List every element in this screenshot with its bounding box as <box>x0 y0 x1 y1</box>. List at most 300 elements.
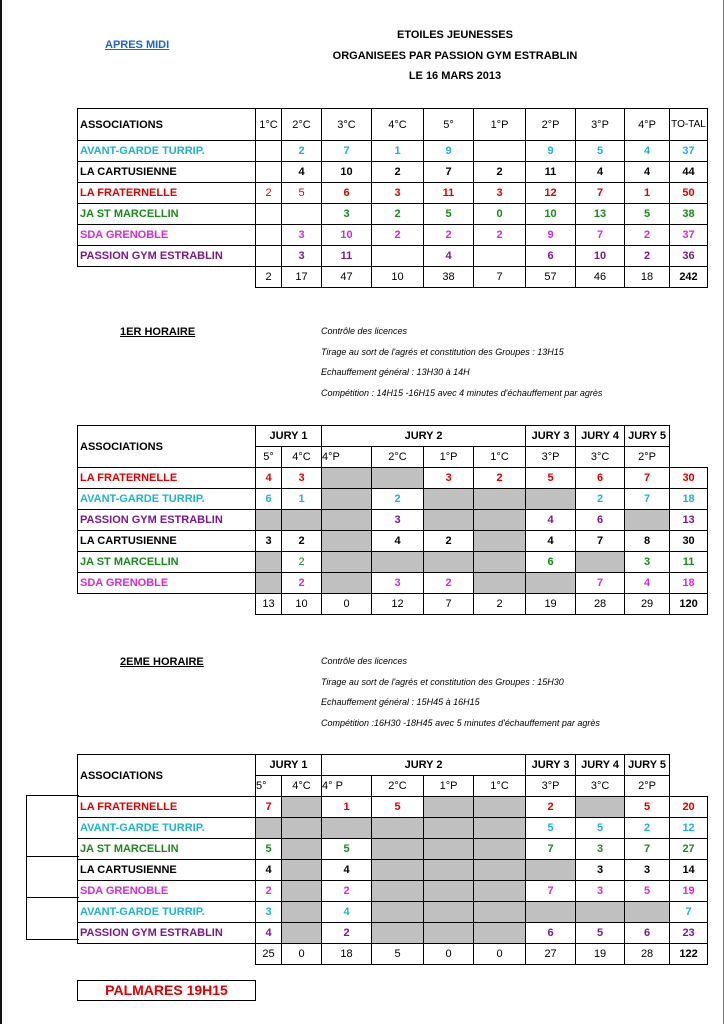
column-total: 10 <box>372 267 424 288</box>
totals-row <box>78 944 708 965</box>
column-header: 1°P <box>474 109 526 141</box>
score-cell <box>282 839 322 860</box>
score-cell: 2 <box>322 881 372 902</box>
score-cell: 3 <box>282 225 322 246</box>
horaire1-jury-row <box>78 426 708 447</box>
score-cell: 2 <box>625 246 670 267</box>
score-cell <box>424 860 474 881</box>
note-line: Echauffement général : 13H30 à 14H <box>321 367 470 378</box>
score-cell: 6 <box>526 246 576 267</box>
jury-label: JURY 3 <box>526 426 576 447</box>
score-cell: 11 <box>526 162 576 183</box>
score-cell: 6 <box>576 510 625 531</box>
table-row <box>78 162 708 183</box>
score-cell: 4 <box>526 531 576 552</box>
table-row <box>78 246 708 267</box>
score-cell: 1 <box>282 489 322 510</box>
table-row <box>78 183 708 204</box>
column-header-total: TO-TAL <box>670 109 708 141</box>
score-cell: 6 <box>322 183 372 204</box>
score-cell: 2 <box>322 923 372 944</box>
score-cell <box>372 902 424 923</box>
apparatus-label: 1°C <box>474 447 526 468</box>
score-cell: 4 <box>625 162 670 183</box>
column-total: 19 <box>526 594 576 615</box>
score-cell: 2 <box>474 225 526 246</box>
score-cell: 12 <box>526 183 576 204</box>
score-cell <box>372 923 424 944</box>
score-cell: 5 <box>256 839 282 860</box>
score-cell: 7 <box>322 141 372 162</box>
score-cell: 5 <box>372 797 424 818</box>
score-cell: 5 <box>625 204 670 225</box>
score-cell: 4 <box>256 923 282 944</box>
score-cell <box>625 902 670 923</box>
score-cell <box>474 552 526 573</box>
score-cell: 3 <box>625 552 670 573</box>
score-cell <box>372 246 424 267</box>
note-line: Echauffement général : 15H45 à 16H15 <box>321 697 480 708</box>
apparatus-label: 3°P <box>526 447 576 468</box>
score-cell: 2 <box>526 797 576 818</box>
grand-total: 122 <box>670 944 708 965</box>
score-cell <box>474 818 526 839</box>
score-cell <box>282 902 322 923</box>
association-name: LA FRATERNELLE <box>78 183 256 204</box>
score-cell: 1 <box>322 797 372 818</box>
association-name: LA FRATERNELLE <box>78 468 256 489</box>
row-total: 11 <box>670 552 708 573</box>
score-cell <box>322 489 372 510</box>
apparatus-label: 4°C <box>282 776 322 797</box>
score-cell <box>474 573 526 594</box>
summary-table <box>77 108 708 288</box>
table-row <box>78 510 708 531</box>
note-line: Tirage au sort de l'agrés et constitution des Groupes : 13H15 <box>321 346 564 357</box>
row-total: 12 <box>670 818 708 839</box>
score-cell: 9 <box>526 225 576 246</box>
score-cell: 3 <box>256 531 282 552</box>
column-total: 17 <box>282 267 322 288</box>
score-cell: 2 <box>372 225 424 246</box>
column-total: 10 <box>282 594 322 615</box>
score-cell <box>424 552 474 573</box>
score-cell <box>282 797 322 818</box>
score-cell: 7 <box>424 162 474 183</box>
column-total: 7 <box>424 594 474 615</box>
score-cell <box>625 510 670 531</box>
row-total: 19 <box>670 881 708 902</box>
score-cell: 2 <box>625 225 670 246</box>
column-total: 0 <box>322 594 372 615</box>
score-cell <box>282 818 322 839</box>
note-line: Tirage au sort de l'agrés et constitution des Groupes : 15H30 <box>321 676 564 687</box>
table-row <box>78 860 708 881</box>
score-cell: 2 <box>576 489 625 510</box>
column-total: 0 <box>474 944 526 965</box>
score-cell: 11 <box>424 183 474 204</box>
score-cell <box>256 246 282 267</box>
score-cell: 2 <box>282 141 322 162</box>
apparatus-label: 5° <box>256 447 282 468</box>
score-cell: 7 <box>625 468 670 489</box>
table-row <box>78 489 708 510</box>
column-header: 4°P <box>625 109 670 141</box>
score-cell: 4 <box>424 246 474 267</box>
score-cell: 6 <box>526 552 576 573</box>
apres-midi-link[interactable]: APRES MIDI <box>105 39 170 51</box>
jury-label: JURY 2 <box>322 426 526 447</box>
jury-label: JURY 5 <box>625 426 670 447</box>
column-total: 29 <box>625 594 670 615</box>
score-cell <box>372 860 424 881</box>
summary-header-row <box>78 109 708 141</box>
score-cell: 2 <box>256 881 282 902</box>
score-cell <box>474 489 526 510</box>
association-name: SDA GRENOBLE <box>78 225 256 246</box>
score-cell: 3 <box>576 860 625 881</box>
column-total: 57 <box>526 267 576 288</box>
blank-cell <box>78 944 256 965</box>
column-total: 5 <box>372 944 424 965</box>
score-cell: 2 <box>282 552 322 573</box>
score-cell: 3 <box>322 204 372 225</box>
score-cell: 7 <box>625 839 670 860</box>
column-total: 0 <box>424 944 474 965</box>
score-cell: 2 <box>372 489 424 510</box>
column-total: 46 <box>576 267 625 288</box>
association-name: SDA GRENOBLE <box>78 881 256 902</box>
group-box <box>26 795 79 857</box>
row-total: 18 <box>670 573 708 594</box>
score-cell: 10 <box>576 246 625 267</box>
score-cell: 2 <box>625 818 670 839</box>
column-header: 4°C <box>372 109 424 141</box>
score-cell: 3 <box>256 902 282 923</box>
score-cell: 6 <box>526 923 576 944</box>
score-cell: 2 <box>424 531 474 552</box>
blank-cell <box>670 426 708 468</box>
column-header: 2°C <box>282 109 322 141</box>
column-total: 28 <box>576 594 625 615</box>
grand-total: 120 <box>670 594 708 615</box>
score-cell <box>322 573 372 594</box>
score-cell: 5 <box>526 818 576 839</box>
score-cell: 5 <box>526 468 576 489</box>
score-cell <box>474 902 526 923</box>
apparatus-label: 2°C <box>372 447 424 468</box>
horaire2-jury-row <box>78 755 708 776</box>
score-cell: 0 <box>474 204 526 225</box>
score-cell: 4 <box>372 531 424 552</box>
score-cell: 2 <box>474 162 526 183</box>
score-cell: 10 <box>322 225 372 246</box>
score-cell <box>424 797 474 818</box>
score-cell: 9 <box>424 141 474 162</box>
note-line: Compétition :16H30 -18H45 avec 5 minutes d'échauffement par agrès <box>321 718 600 729</box>
score-cell <box>424 839 474 860</box>
score-cell <box>474 923 526 944</box>
score-cell: 2 <box>424 573 474 594</box>
apparatus-label: 4° P <box>322 776 372 797</box>
section-title-horaire2: 2EME HORAIRE <box>120 656 204 668</box>
score-cell: 4 <box>625 573 670 594</box>
score-cell <box>322 468 372 489</box>
association-name: AVANT-GARDE TURRIP. <box>78 489 256 510</box>
column-total: 18 <box>625 267 670 288</box>
score-cell <box>474 141 526 162</box>
column-total: 13 <box>256 594 282 615</box>
score-cell <box>322 531 372 552</box>
score-cell: 4 <box>526 510 576 531</box>
score-cell: 2 <box>424 225 474 246</box>
table-row <box>78 468 708 489</box>
header-organizer: ORGANISEES PAR PASSION GYM ESTRABLIN <box>332 50 578 62</box>
score-cell <box>576 797 625 818</box>
score-cell: 10 <box>526 204 576 225</box>
horaire2-notes <box>321 651 600 734</box>
jury-label: JURY 4 <box>576 426 625 447</box>
score-cell: 1 <box>372 141 424 162</box>
score-cell: 3 <box>576 881 625 902</box>
apparatus-label: 4°C <box>282 447 322 468</box>
column-total: 2 <box>474 594 526 615</box>
column-total: 19 <box>576 944 625 965</box>
score-cell: 4 <box>576 162 625 183</box>
column-total: 28 <box>625 944 670 965</box>
score-cell: 7 <box>576 225 625 246</box>
score-cell: 7 <box>526 839 576 860</box>
table-row <box>78 141 708 162</box>
score-cell: 5 <box>625 797 670 818</box>
column-total: 18 <box>322 944 372 965</box>
apparatus-label: 2°P <box>625 776 670 797</box>
jury-label: JURY 1 <box>256 426 322 447</box>
column-total: 12 <box>372 594 424 615</box>
palmares-box: PALMARES 19H15 <box>77 980 256 1001</box>
score-cell <box>282 860 322 881</box>
score-cell: 7 <box>256 797 282 818</box>
score-cell: 3 <box>625 860 670 881</box>
score-cell: 4 <box>282 162 322 183</box>
row-total: 20 <box>670 797 708 818</box>
score-cell: 3 <box>282 468 322 489</box>
score-cell: 5 <box>625 881 670 902</box>
score-cell <box>526 573 576 594</box>
apparatus-label: 3°P <box>526 776 576 797</box>
score-cell <box>576 552 625 573</box>
score-cell <box>372 552 424 573</box>
score-cell: 7 <box>576 531 625 552</box>
score-cell: 2 <box>474 468 526 489</box>
score-cell <box>256 818 282 839</box>
apparatus-label: 5° <box>256 776 282 797</box>
column-header: 1°C <box>256 109 282 141</box>
column-total: 27 <box>526 944 576 965</box>
apparatus-label: 2°C <box>372 776 424 797</box>
score-cell <box>256 573 282 594</box>
score-cell <box>256 552 282 573</box>
score-cell <box>256 225 282 246</box>
association-name: AVANT-GARDE TURRIP. <box>78 902 256 923</box>
column-total: 38 <box>424 267 474 288</box>
score-cell: 5 <box>576 923 625 944</box>
association-name: LA CARTUSIENNE <box>78 860 256 881</box>
association-name: PASSION GYM ESTRABLIN <box>78 923 256 944</box>
table-row <box>78 225 708 246</box>
score-cell <box>372 818 424 839</box>
apparatus-label: 1°C <box>474 776 526 797</box>
score-cell <box>256 510 282 531</box>
score-cell: 2 <box>372 204 424 225</box>
row-total: 7 <box>670 902 708 923</box>
score-cell <box>526 902 576 923</box>
score-cell: 3 <box>372 573 424 594</box>
row-total: 18 <box>670 489 708 510</box>
score-cell: 7 <box>576 573 625 594</box>
apparatus-label: 2°P <box>625 447 670 468</box>
score-cell: 4 <box>625 141 670 162</box>
score-cell <box>424 923 474 944</box>
score-cell: 3 <box>576 839 625 860</box>
score-cell <box>282 881 322 902</box>
column-total: 2 <box>256 267 282 288</box>
score-cell: 9 <box>526 141 576 162</box>
score-cell: 3 <box>424 468 474 489</box>
score-cell <box>372 881 424 902</box>
table-row <box>78 797 708 818</box>
score-cell <box>372 839 424 860</box>
jury-label: JURY 1 <box>256 755 322 776</box>
association-name: JA ST MARCELLIN <box>78 839 256 860</box>
score-cell <box>322 510 372 531</box>
column-header: 5° <box>424 109 474 141</box>
note-line: Compétition : 14H15 -16H15 avec 4 minutes d'échauffement par agrès <box>321 388 603 399</box>
score-cell: 3 <box>282 246 322 267</box>
row-total: 37 <box>670 141 708 162</box>
column-total: 0 <box>282 944 322 965</box>
table-row <box>78 902 708 923</box>
score-cell: 5 <box>282 183 322 204</box>
score-cell: 4 <box>322 860 372 881</box>
score-cell <box>282 204 322 225</box>
score-cell <box>474 246 526 267</box>
column-total: 7 <box>474 267 526 288</box>
jury-label: JURY 4 <box>576 755 625 776</box>
score-cell: 7 <box>526 881 576 902</box>
jury-label: JURY 2 <box>322 755 526 776</box>
score-cell: 8 <box>625 531 670 552</box>
score-cell <box>474 839 526 860</box>
row-total: 27 <box>670 839 708 860</box>
score-cell: 2 <box>372 162 424 183</box>
group-box <box>26 856 79 898</box>
score-cell <box>424 510 474 531</box>
score-cell: 11 <box>322 246 372 267</box>
column-header: 3°C <box>322 109 372 141</box>
score-cell: 1 <box>625 183 670 204</box>
score-cell <box>424 489 474 510</box>
associations-header: ASSOCIATIONS <box>78 755 256 797</box>
apparatus-label: 3°C <box>576 776 625 797</box>
blank-cell <box>78 594 256 615</box>
score-cell: 6 <box>576 468 625 489</box>
column-header: 2°P <box>526 109 576 141</box>
score-cell: 5 <box>576 141 625 162</box>
association-name: AVANT-GARDE TURRIP. <box>78 141 256 162</box>
score-cell <box>424 881 474 902</box>
association-name: PASSION GYM ESTRABLIN <box>78 246 256 267</box>
score-cell: 7 <box>576 183 625 204</box>
score-cell: 3 <box>474 183 526 204</box>
score-cell <box>282 923 322 944</box>
score-cell <box>474 797 526 818</box>
association-name: LA CARTUSIENNE <box>78 531 256 552</box>
column-header: ASSOCIATIONS <box>78 109 256 141</box>
row-total: 38 <box>670 204 708 225</box>
apparatus-label: 4°P <box>322 447 372 468</box>
column-total: 47 <box>322 267 372 288</box>
apparatus-label: 1°P <box>424 776 474 797</box>
score-cell: 7 <box>625 489 670 510</box>
score-cell: 4 <box>322 902 372 923</box>
score-cell <box>256 204 282 225</box>
horaire1-notes <box>321 321 602 404</box>
table-row <box>78 818 708 839</box>
jury-label: JURY 5 <box>625 755 670 776</box>
table-row <box>78 573 708 594</box>
score-cell <box>424 818 474 839</box>
score-cell: 6 <box>256 489 282 510</box>
score-cell <box>322 552 372 573</box>
row-total: 44 <box>670 162 708 183</box>
blank-cell <box>670 755 708 797</box>
table-row <box>78 923 708 944</box>
score-cell: 4 <box>256 468 282 489</box>
blank-cell <box>78 267 256 288</box>
association-name: JA ST MARCELLIN <box>78 204 256 225</box>
score-cell <box>474 881 526 902</box>
row-total: 30 <box>670 531 708 552</box>
score-cell: 5 <box>322 839 372 860</box>
note-line: Contrôle des licences <box>321 656 408 666</box>
horaire1-table <box>77 425 708 615</box>
association-name: LA CARTUSIENNE <box>78 162 256 183</box>
score-cell: 5 <box>424 204 474 225</box>
group-box <box>26 897 79 940</box>
score-cell <box>322 818 372 839</box>
column-total: 25 <box>256 944 282 965</box>
score-cell: 10 <box>322 162 372 183</box>
score-cell: 4 <box>256 860 282 881</box>
associations-header: ASSOCIATIONS <box>78 426 256 468</box>
row-total: 23 <box>670 923 708 944</box>
row-total: 13 <box>670 510 708 531</box>
association-name: PASSION GYM ESTRABLIN <box>78 510 256 531</box>
row-total: 14 <box>670 860 708 881</box>
association-name: LA FRATERNELLE <box>78 797 256 818</box>
score-cell <box>526 489 576 510</box>
score-cell <box>474 510 526 531</box>
association-name: JA ST MARCELLIN <box>78 552 256 573</box>
totals-row <box>78 267 708 288</box>
score-cell <box>424 902 474 923</box>
jury-label: JURY 3 <box>526 755 576 776</box>
score-cell: 5 <box>576 818 625 839</box>
page-border <box>0 0 2 1024</box>
apparatus-label: 1°P <box>424 447 474 468</box>
score-cell: 13 <box>576 204 625 225</box>
